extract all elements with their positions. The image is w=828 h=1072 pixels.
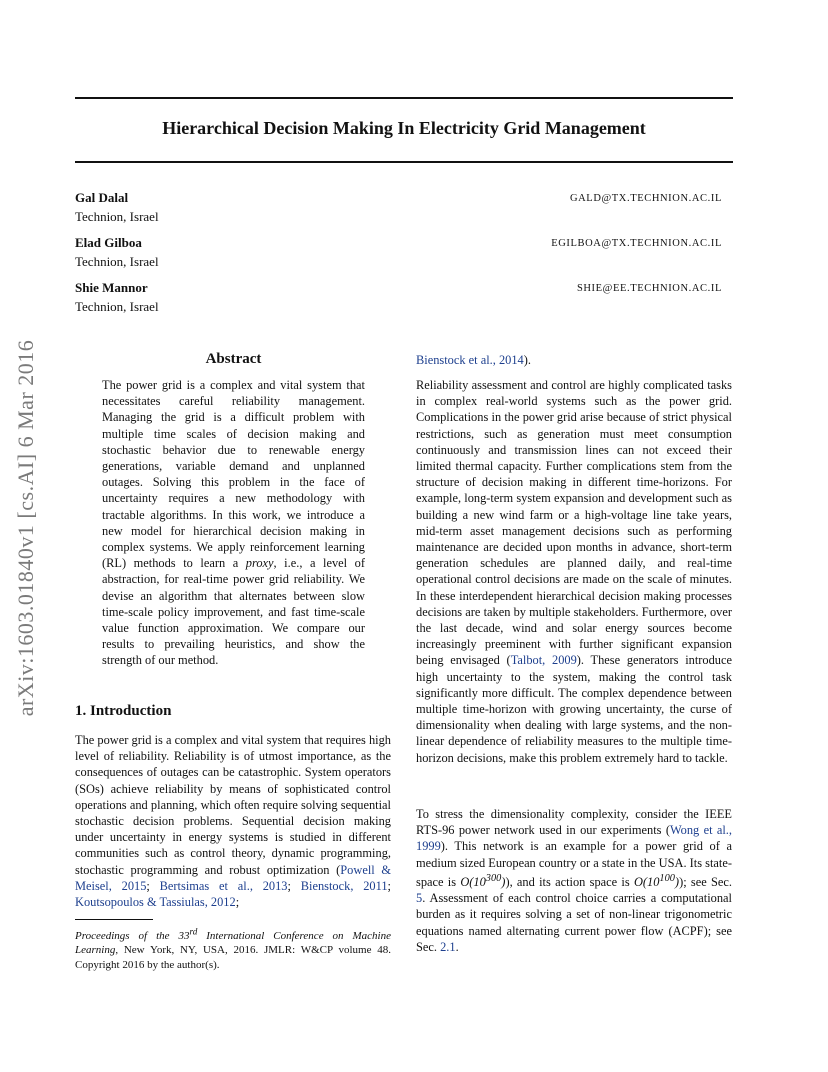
author-email-2: EGILBOA@TX.TECHNION.AC.IL — [551, 238, 722, 249]
citation-link-bertsimas[interactable]: Bertsimas et al., 2013 — [159, 878, 288, 893]
intro-paragraph-1-continued: Bienstock et al., 2014). — [416, 353, 531, 367]
citation-link-bienstock2014[interactable]: Bienstock et al., 2014 — [416, 353, 524, 367]
citation-link-talbot[interactable]: Talbot, 2009 — [510, 653, 577, 668]
author-name-2: Elad Gilboa — [75, 235, 142, 250]
paper-title: Hierarchical Decision Making In Electricity Grid Management — [162, 118, 646, 138]
intro-paragraph-2 — [416, 377, 732, 766]
abstract-emphasis: proxy — [245, 556, 274, 571]
abstract-heading: Abstract — [205, 351, 262, 367]
footnote-proceedings: Proceedings of the 33rd International Conference on Machine Learning, New York, NY, USA, 2016. JMLR: W&CP volume 48. Copyright 2016 by the author(s). — [75, 926, 391, 971]
author-email-1: GALD@TX.TECHNION.AC.IL — [569, 193, 722, 204]
author-name-1: Gal Dalal — [75, 190, 129, 205]
intro-p2-text-1: Reliability assessment and control are highly complicated tasks in complex real-world systems such as the power grid. Complications in the power grid arise because of strict physical restrictions, such as generation must meet consumption continuously and transmission lines can not exceed their limited thermal capacity. Further complications stem from the structure of decision making in different time-horizons. For example, long-term system expansion and development such as building a new wind farm or a high-voltage line take years, mid-term asset management decisions such as performing maintenance are decided upon months in advance, short-term generation schedules are planned daily, and real-time operational control decisions are made on the scale of minutes. In these interdependent hierarchical decision making processes decisions are taken by multiple stakeholders. Furthermore, over the last decade, wind and solar energy sources become increasingly preeminent with further significant expansion being envisaged ( — [416, 378, 732, 668]
citation-link-bienstock[interactable]: Bienstock, 2011 — [300, 878, 388, 893]
intro-paragraph-3: To stress the dimensionality complexity, consider the IEEE RTS-96 power network used in our experiments (Wong et al., 1999). This network is an example for a power grid of a medium sized European country or a state in the USA. Its state-space is $O(10^{300})$), and its action space is $O(10^{100})$); see Sec. 5. Assessment of each control choice carries a computational burden as it requires solving a set of non-linear trigonometric equations named alternating current power flow (ACPF); see Sec. 2.1. — [416, 807, 732, 954]
author-name-3: Shie Mannor — [75, 280, 148, 295]
author-affiliation-2: Technion, Israel — [75, 254, 159, 269]
arxiv-sidebar — [6, 300, 46, 760]
state-space-expression: $O(10^{300})$ — [460, 872, 506, 889]
arxiv-identifier: arXiv:1603.01840v1 [cs.AI] 6 Mar 2016 — [13, 339, 38, 717]
citation-link-powell[interactable]: Powell & Meisel, 2015 — [75, 862, 392, 893]
intro-paragraph-1: The power grid is a complex and vital system that requires high level of reliability. Reliability is of utmost importance, as the consequences of outages can be catastrophic. System operators (SOs) achieve reliability by means of sophisticated control operations and planning, which often require solving sequential stochastic decision problems. Sequential decision making under uncertainty in energy systems is studied in different communities such as control theory, dynamic programming, stochastic programming and robust optimization (Powell & Meisel, 2015; Bertsimas et al., 2013; Bienstock, 2011; Koutsopoulos & Tassiulas, 2012; — [75, 733, 392, 910]
intro-p3-text-1: To stress the dimensionality complexity, consider the IEEE RTS-96 power network used in our experiments ( — [416, 807, 732, 838]
intro-p2-text-2: ). These generators introduce high uncertainty to the system, making the control task significantly more difficult. The complex dependence between multiple time-horizon with growing uncertainty, the curse of dimensionality when dealing with large systems, and the non-linear dependence of reliability measures to the multiple time-horizon decisions, make this problem extremely hard to tackle. — [416, 653, 732, 765]
section-link-2-1[interactable]: 2.1 — [440, 939, 456, 954]
author-affiliation-1: Technion, Israel — [75, 209, 159, 224]
section-link-5[interactable]: 5 — [416, 891, 423, 906]
author-affiliation-3: Technion, Israel — [75, 299, 159, 314]
abstract-text-2: , i.e., a level of abstraction, for real-time power grid reliability. We devise an algorithm that alternates between slow time-scale policy improvement, and fast time-scale value function approximation. We compare our results to prevailing heuristics, and show the strength of our method. — [102, 556, 365, 668]
author-email-3: SHIE@EE.TECHNION.AC.IL — [576, 283, 722, 294]
citation-link-koutsopoulos[interactable]: Koutsopoulos & Tassiulas, 2012 — [75, 895, 236, 910]
section-heading-introduction: 1. Introduction — [75, 703, 172, 719]
intro-p1-text: The power grid is a complex and vital system that requires high level of reliability. Reliability is of utmost importance, as the consequences of outages can be catastrophic. System operators (SOs) achieve reliability by means of sophisticated control operations and planning, which often require solving sequential stochastic decision problems. Sequential decision making under uncertainty in energy systems is studied in different communities such as control theory, dynamic programming, stochastic programming and robust optimization ( — [75, 733, 391, 877]
action-space-expression: $O(10^{100})$ — [633, 872, 680, 889]
abstract-body — [102, 377, 365, 669]
footnote-rule — [75, 919, 153, 920]
title-rule-top — [75, 97, 733, 99]
abstract-text-1: The power grid is a complex and vital system that necessitates careful reliability management. Managing the grid is a difficult problem with multiple time scales of decision making and stochastic behavior due to renewable energy generations, variable demand and unplanned outages. Solving this problem in the face of uncertainty requires a new methodology with tractable algorithms. In this work, we introduce a new model for hierarchical decision making in complex systems. We apply reinforcement learning (RL) methods to learn a — [102, 378, 365, 571]
citation-link-wong[interactable]: Wong et al., 1999 — [416, 823, 732, 854]
title-rule-bottom — [75, 161, 733, 163]
